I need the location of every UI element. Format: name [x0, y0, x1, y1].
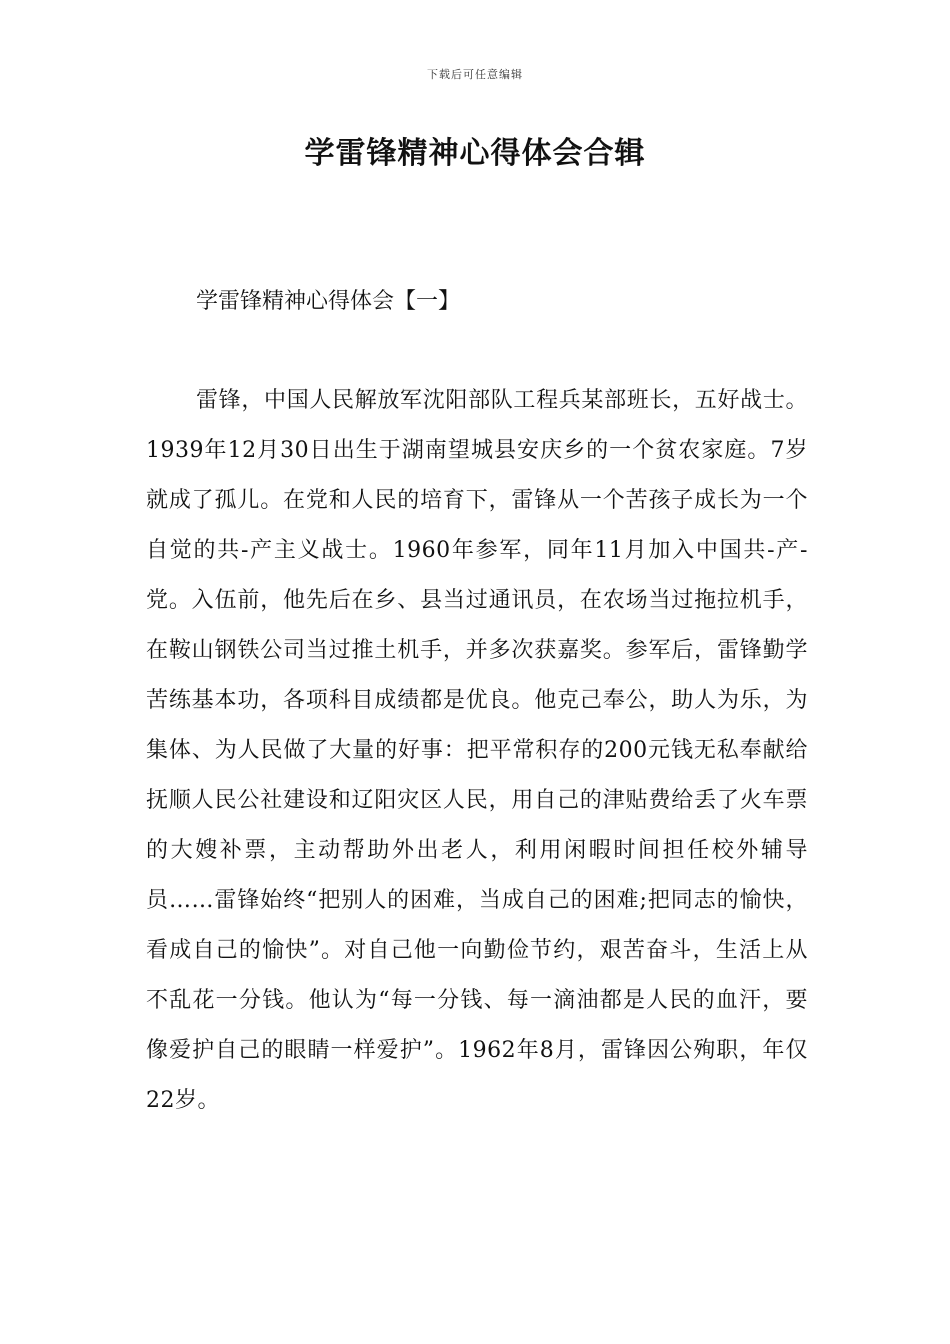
section-heading: 学雷锋精神心得体会【一】 [196, 289, 461, 314]
header-note: 下载后可任意编辑 [427, 68, 523, 81]
body-paragraph: 雷锋，中国人民解放军沈阳部队工程兵某部班长，五好战士。1939年12月30日出生于湖南望城县安庆乡的一个贫农家庭。7岁就成了孤儿。在党和人民的培育下，雷锋从一个苦孩子成长为一个自觉的共-产主义战士。1960年参军，同年11月加入中国共-产-党。入伍前，他先后在乡、县当过通讯员，在农场当过拖拉机手，在鞍山钢铁公司当过推土机手，并多次获嘉奖。参军后，雷锋勤学苦练基本功，各项科目成绩都是优良。他克己奉公，助人为乐，为集体、为人民做了大量的好事：把平常积存的200元钱无私奉献给抚顺人民公社建设和辽阳灾区人民，用自己的津贴费给丢了火车票的大嫂补票，主动帮助外出老人，利用闲暇时间担任校外辅导员……雷锋始终“把别人的困难，当成自己的困难;把同志的愉快，看成自己的愉快”。对自己他一向勤俭节约，艰苦奋斗，生活上从不乱花一分钱。他认为“每一分钱、每一滴油都是人民的血汗，要像爱护自己的眼睛一样爱护”。1962年8月，雷锋因公殉职，年仅22岁。 [146, 388, 808, 1113]
document-title: 学雷锋精神心得体会合辑 [304, 136, 646, 171]
